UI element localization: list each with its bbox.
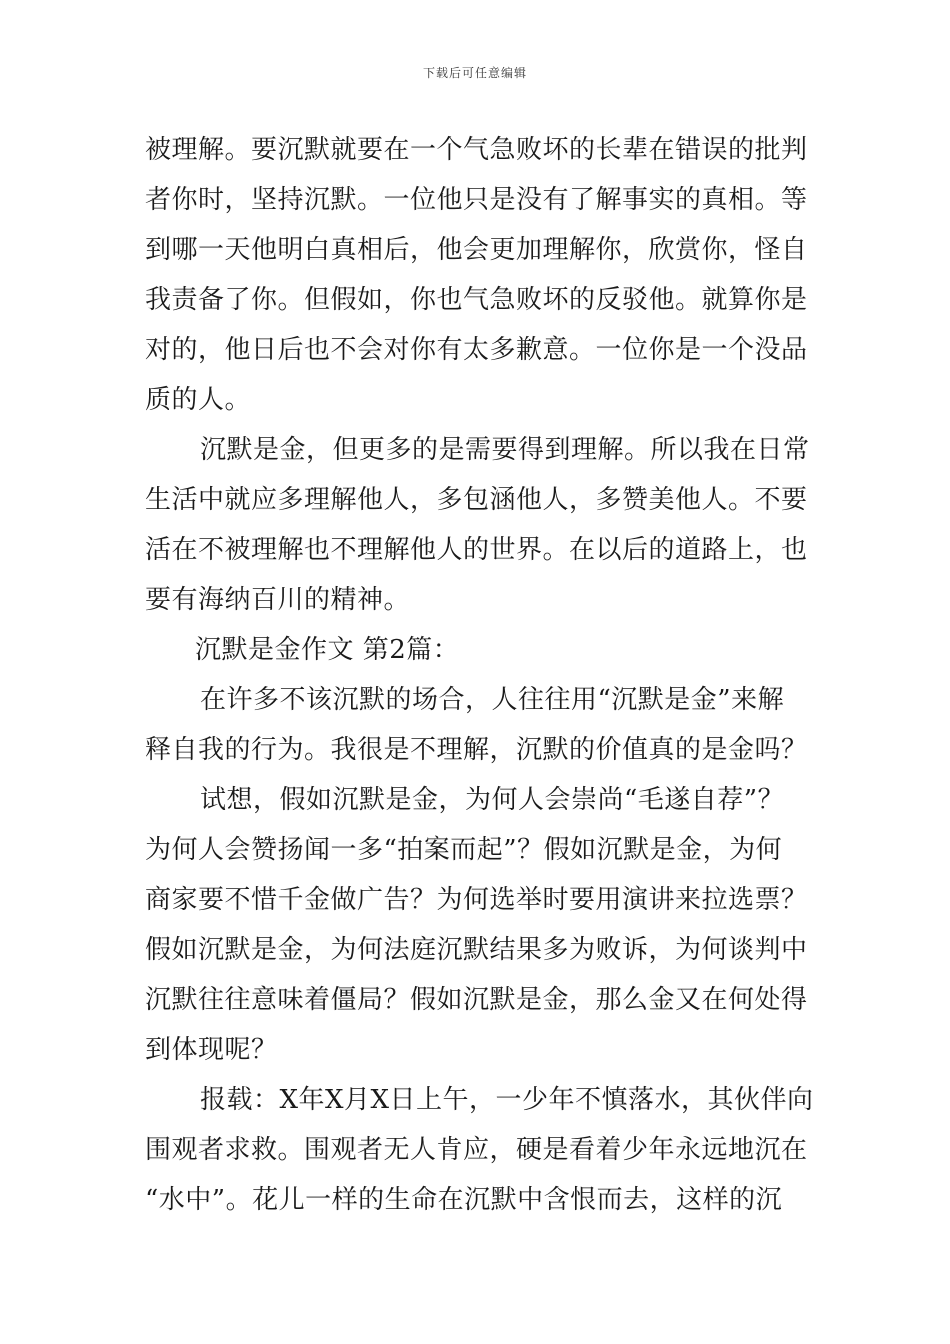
text-line: 试想，假如沉默是金，为何人会崇尚“毛遂自荐”？	[200, 785, 785, 815]
text-line: 我责备了你。但假如，你也气急败坏的反驳他。就算你是	[145, 285, 808, 315]
text-line: 对的，他日后也不会对你有太多歉意。一位你是一个没品	[145, 335, 808, 365]
text-line: 为何人会赞扬闻一多“拍案而起”？假如沉默是金，为何	[145, 835, 783, 865]
text-line: 商家要不惜千金做广告？为何选举时要用演讲来拉选票？	[145, 885, 808, 915]
text-line: 到哪一天他明白真相后，他会更加理解你，欣赏你，怪自	[145, 235, 808, 265]
text-line: 质的人。	[145, 385, 252, 415]
page-header: 下载后可任意编辑	[422, 66, 527, 80]
document-body	[145, 125, 814, 1225]
text-line: 围观者求救。围观者无人肯应，硬是看着少年永远地沉在	[145, 1135, 808, 1165]
text-line: 在许多不该沉默的场合，人往往用“沉默是金”来解	[200, 685, 785, 715]
section-heading: 沉默是金作文 第2篇：	[195, 635, 460, 665]
text-line: 假如沉默是金，为何法庭沉默结果多为败诉，为何谈判中	[145, 935, 808, 965]
text-line: 被理解。要沉默就要在一个气急败坏的长辈在错误的批判	[145, 135, 808, 165]
text-line: 报载：X年X月X日上午，一少年不慎落水，其伙伴向	[200, 1085, 814, 1115]
text-line: 到体现呢？	[145, 1035, 278, 1065]
text-line: “水中”。花儿一样的生命在沉默中含恨而去，这样的沉	[145, 1185, 783, 1215]
text-line: 释自我的行为。我很是不理解，沉默的价值真的是金吗？	[145, 735, 808, 765]
text-line: 者你时，坚持沉默。一位他只是没有了解事实的真相。等	[145, 185, 808, 215]
text-line: 沉默是金，但更多的是需要得到理解。所以我在日常	[200, 435, 810, 465]
text-line: 沉默往往意味着僵局？假如沉默是金，那么金又在何处得	[145, 985, 808, 1015]
text-line: 要有海纳百川的精神。	[145, 585, 411, 615]
text-line: 生活中就应多理解他人，多包涵他人，多赞美他人。不要	[145, 485, 808, 515]
text-line: 活在不被理解也不理解他人的世界。在以后的道路上，也	[145, 535, 808, 565]
